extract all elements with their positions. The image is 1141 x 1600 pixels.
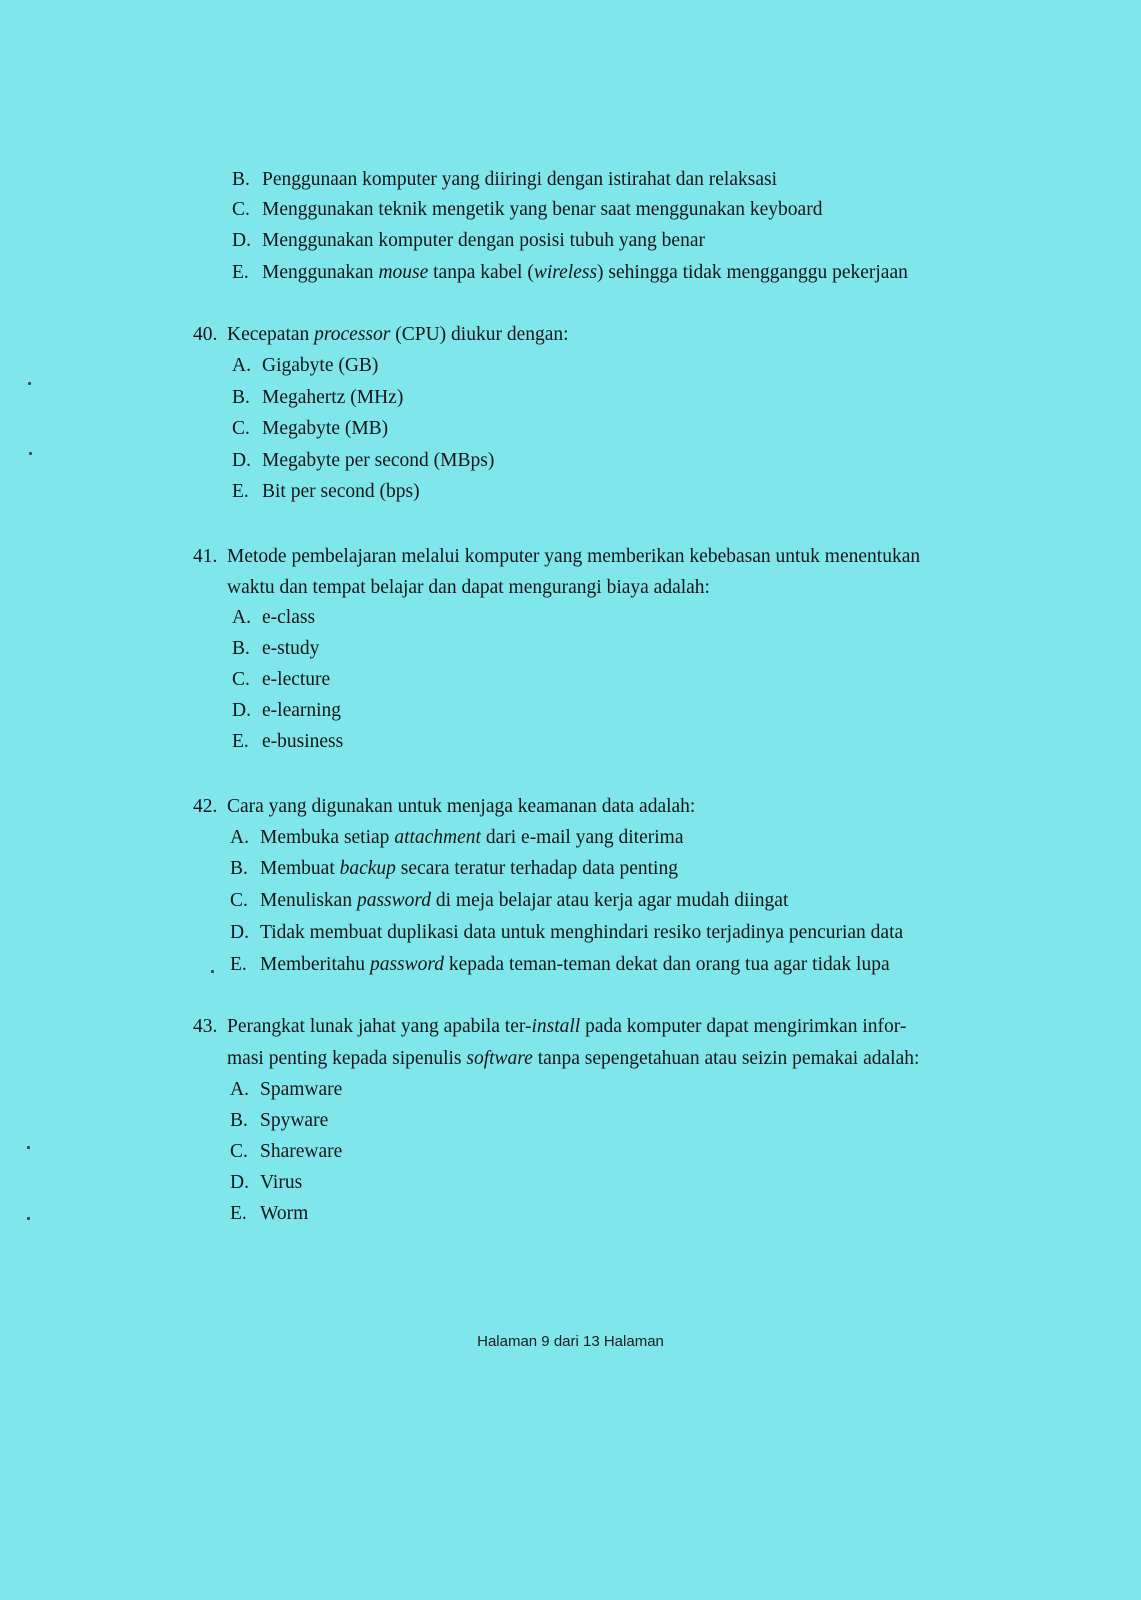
option-text: e-class — [262, 607, 316, 628]
option-text: Megabyte (MB) — [262, 418, 389, 439]
option-letter: C. — [230, 1141, 248, 1162]
question-number: 40. — [193, 324, 218, 345]
option-text: Megabyte per second (MBps) — [262, 450, 495, 471]
option-text-post: di meja belajar atau kerja agar mudah diingat — [431, 890, 789, 911]
option-text-post: ) sehingga tidak mengganggu pekerjaan — [597, 262, 908, 283]
option-letter: C. — [230, 890, 248, 911]
option-text-mid: tanpa kabel ( — [428, 262, 534, 283]
option-42-b — [230, 857, 678, 881]
option-text-emphasis: mouse — [378, 262, 429, 283]
option-41-b — [232, 637, 319, 661]
option-letter: E. — [232, 731, 249, 752]
question-number: 43. — [193, 1016, 218, 1037]
option-letter: D. — [230, 1172, 249, 1193]
option-text-pre: Menuliskan — [260, 890, 357, 911]
option-letter: D. — [232, 700, 251, 721]
option-letter: A. — [232, 355, 251, 376]
option-text-pre: Menggunakan — [262, 262, 379, 283]
option-40-a — [232, 354, 378, 378]
option-text: Menggunakan teknik mengetik yang benar saat menggunakan keyboard — [262, 199, 823, 220]
option-40-d — [232, 449, 494, 473]
option-43-e — [230, 1202, 308, 1226]
option-40-c — [232, 417, 388, 441]
option-42-d — [230, 921, 903, 945]
question-43-stem-continued — [227, 1047, 919, 1071]
option-letter: A. — [232, 607, 251, 628]
option-letter: C. — [232, 669, 250, 690]
question-text-pre: masi penting kepada sipenulis — [227, 1048, 467, 1069]
option-letter: B. — [232, 638, 250, 659]
option-text-post: dari e-mail yang diterima — [480, 827, 684, 848]
option-text: Menggunakan komputer dengan posisi tubuh yang benar — [262, 230, 705, 251]
question-text-emphasis: install — [531, 1016, 581, 1037]
option-text: e-business — [262, 731, 344, 752]
option-40-e — [232, 480, 420, 504]
question-number: 42. — [193, 796, 218, 817]
option-42-a — [230, 826, 683, 850]
option-text: e-learning — [262, 700, 342, 721]
option-text: Shareware — [260, 1141, 343, 1162]
question-41-stem — [193, 545, 920, 569]
option-39-d — [232, 229, 705, 253]
scan-speck — [28, 382, 31, 385]
option-43-a — [230, 1078, 342, 1102]
option-letter: E. — [232, 262, 249, 283]
option-letter: B. — [232, 169, 250, 190]
option-text: Virus — [260, 1172, 303, 1193]
question-40-stem — [193, 323, 569, 347]
page-footer: Halaman 9 dari 13 Halaman — [477, 1333, 664, 1350]
option-text-emphasis: password — [356, 890, 432, 911]
option-text: e-study — [262, 638, 320, 659]
scan-speck — [27, 1217, 30, 1220]
question-text-pre: Kecepatan — [227, 324, 315, 345]
option-43-b — [230, 1109, 328, 1133]
scan-speck — [211, 970, 214, 973]
option-41-d — [232, 699, 341, 723]
option-letter: D. — [232, 450, 251, 471]
question-42-stem — [193, 795, 695, 819]
option-42-c — [230, 889, 788, 913]
scan-speck — [29, 452, 32, 455]
option-text: Megahertz (MHz) — [262, 387, 404, 408]
option-text: Bit per second (bps) — [262, 481, 420, 502]
question-text: waktu dan tempat belajar dan dapat mengurangi biaya adalah: — [227, 577, 710, 598]
question-text: Metode pembelajaran melalui komputer yang memberikan kebebasan untuk menentukan — [227, 546, 921, 567]
option-text: Spamware — [260, 1079, 343, 1100]
question-text-post: pada komputer dapat mengirimkan infor- — [580, 1016, 907, 1037]
option-letter: E. — [230, 954, 247, 975]
option-letter: D. — [230, 922, 249, 943]
option-text-emphasis: attachment — [394, 827, 481, 848]
option-letter: B. — [230, 858, 248, 879]
option-text: Spyware — [260, 1110, 329, 1131]
question-41-stem-continued — [227, 576, 710, 600]
option-39-e — [232, 261, 908, 285]
option-letter: C. — [232, 418, 250, 439]
question-text-pre: Perangkat lunak jahat yang apabila ter- — [227, 1016, 532, 1037]
question-text-post: (CPU) diukur dengan: — [390, 324, 569, 345]
option-text: e-lecture — [262, 669, 331, 690]
option-text: Worm — [260, 1203, 309, 1224]
question-text-emphasis: software — [466, 1048, 533, 1069]
option-41-c — [232, 668, 330, 692]
option-text-pre: Membuka setiap — [260, 827, 395, 848]
option-letter: A. — [230, 1079, 249, 1100]
option-text-emphasis: backup — [339, 858, 396, 879]
option-letter: B. — [232, 387, 250, 408]
option-41-a — [232, 606, 315, 630]
question-number: 41. — [193, 546, 218, 567]
option-letter: D. — [232, 230, 251, 251]
option-text-pre: Memberitahu — [260, 954, 370, 975]
option-text-post: kepada teman-teman dekat dan orang tua agar tidak lupa — [444, 954, 890, 975]
option-text-emphasis: password — [369, 954, 444, 975]
option-letter: A. — [230, 827, 249, 848]
option-text: Penggunaan komputer yang diiringi dengan istirahat dan relaksasi — [262, 169, 777, 190]
option-39-c — [232, 198, 822, 222]
question-text: Cara yang digunakan untuk menjaga keamanan data adalah: — [227, 796, 696, 817]
option-41-e — [232, 730, 343, 754]
option-letter: E. — [232, 481, 249, 502]
option-text-pre: Membuat — [260, 858, 340, 879]
option-letter: C. — [232, 199, 250, 220]
question-text-post: tanpa sepengetahuan atau seizin pemakai adalah: — [532, 1048, 920, 1069]
option-43-d — [230, 1171, 302, 1195]
option-text-emphasis: wireless — [533, 262, 598, 283]
option-letter: B. — [230, 1110, 248, 1131]
question-text-emphasis: processor — [314, 324, 391, 345]
option-39-b — [232, 168, 777, 192]
question-43-stem — [193, 1015, 906, 1039]
option-43-c — [230, 1140, 342, 1164]
option-40-b — [232, 386, 403, 410]
option-letter: E. — [230, 1203, 247, 1224]
option-text-post: secara teratur terhadap data penting — [395, 858, 678, 879]
option-42-e — [230, 953, 890, 977]
option-text: Tidak membuat duplikasi data untuk menghindari resiko terjadinya pencurian data — [260, 922, 904, 943]
option-text: Gigabyte (GB) — [262, 355, 379, 376]
scan-speck — [27, 1146, 30, 1149]
